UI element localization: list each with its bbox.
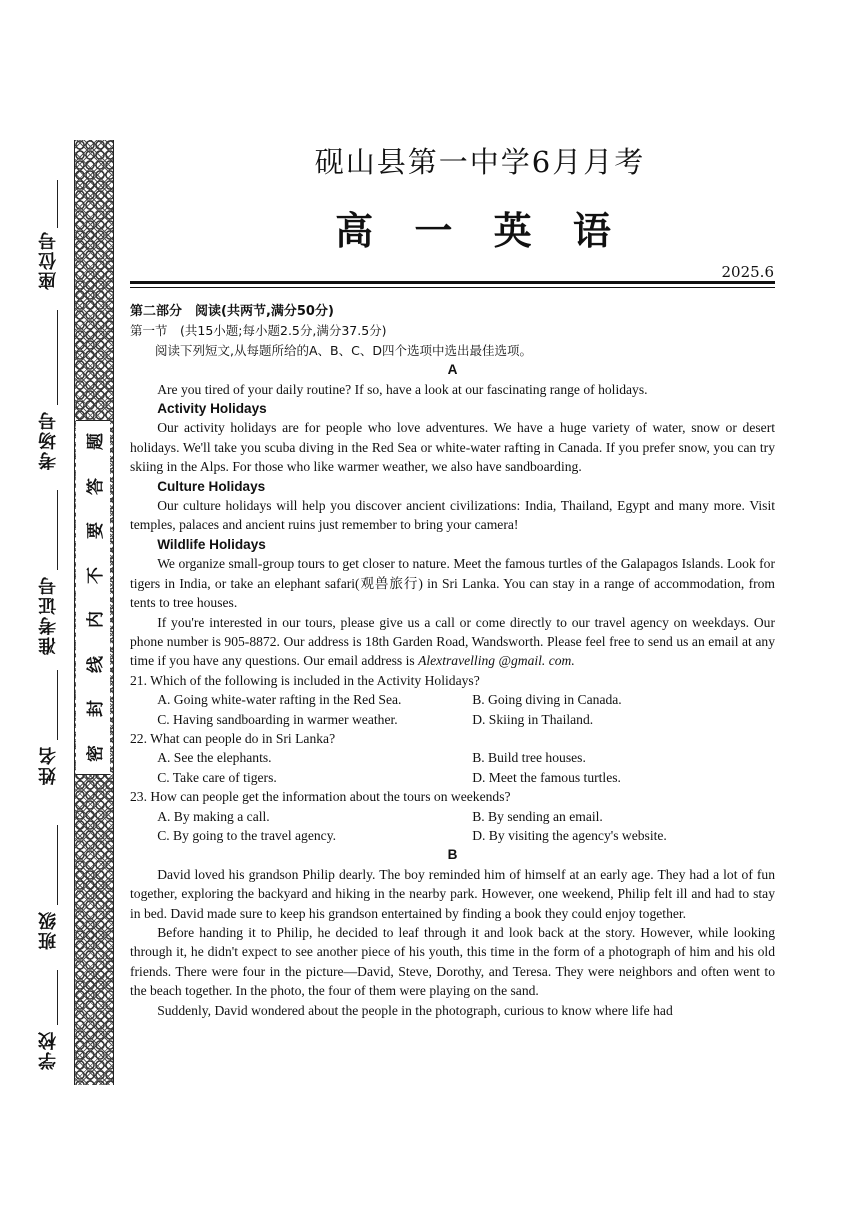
admission-number-label: 准考证号 xyxy=(38,575,59,655)
name-line xyxy=(57,670,58,740)
seal-char: 不 xyxy=(85,566,106,584)
question-22 xyxy=(130,729,775,787)
option-a[interactable]: A. By making a call. xyxy=(157,808,270,824)
school-label: 学校 xyxy=(38,1030,59,1070)
option-d[interactable]: D. Skiing in Thailand. xyxy=(472,711,594,727)
option-d[interactable]: D. By visiting the agency's website. xyxy=(472,827,667,843)
option-b[interactable]: B. Build tree houses. xyxy=(472,750,586,766)
option-a[interactable]: A. See the elephants. xyxy=(157,750,272,766)
admission-number-field[interactable] xyxy=(36,575,64,655)
option-b[interactable]: B. Going diving in Canada. xyxy=(472,692,622,708)
question-21 xyxy=(130,671,775,729)
exam-room-field[interactable] xyxy=(36,410,64,470)
question-options xyxy=(130,690,775,729)
culture-holidays-heading: Culture Holidays xyxy=(157,478,266,494)
seal-char: 线 xyxy=(85,655,106,673)
class-label: 班级 xyxy=(38,910,59,950)
passage-b-letter: B xyxy=(447,847,458,863)
name-field[interactable] xyxy=(36,745,64,785)
exam-room-line xyxy=(57,310,58,405)
header-rule-thin xyxy=(130,287,775,288)
activity-holidays-text: Our activity holidays are for people who love adventures. We have a huge variety of water, snow or desert holidays. We'll take you scuba diving in the Red Sea or white-water rafting in Canada. If you prefer snow, you can try skiing in the Alps. For those who like warmer weather, we also have sandboarding. xyxy=(130,420,775,475)
passage-a-intro: Are you tired of your daily routine? If so, have a look at our fascinating range of holidays. xyxy=(157,381,648,397)
option-c[interactable]: C. By going to the travel agency. xyxy=(157,827,337,843)
wildlife-holidays-heading: Wildlife Holidays xyxy=(157,536,266,552)
class-line xyxy=(57,825,58,905)
seal-char: 内 xyxy=(85,611,106,629)
activity-holidays-heading: Activity Holidays xyxy=(157,401,267,417)
header-rule xyxy=(130,281,775,284)
email-address: Alextravelling @gmail. com. xyxy=(418,653,575,669)
instructions: 阅读下列短文,从每题所给的A、B、C、D四个选项中选出最佳选项。 xyxy=(155,342,532,358)
question-options xyxy=(130,807,775,846)
exam-date: 2025.6 xyxy=(721,263,774,281)
name-label: 姓名 xyxy=(38,745,59,785)
option-b[interactable]: B. By sending an email. xyxy=(472,808,603,824)
question-stem: 23. How can people get the information about the tours on weekends? xyxy=(130,789,511,805)
contact-paragraph xyxy=(130,613,775,671)
passage-b-paragraph-2: Before handing it to Philip, he decided to leaf through it and look back at the story. However, while looking through it, he didn't expect to see another piece of his youth, this time in the form of a photograph of him and his old friends. There were four in the picture—David, Steve, Dorothy, and Teresa. They were neighbors and often went to the beach together. In the photo, the four of them were playing on the sand. xyxy=(130,925,775,999)
seat-number-label: 座位号 xyxy=(38,230,59,290)
exam-title: 砚山县第一中学6月月考 xyxy=(314,145,646,179)
subsection-heading: 第一节 (共15小题;每小题2.5分,满分37.5分) xyxy=(130,323,387,339)
seat-number-line xyxy=(57,180,58,228)
exam-room-label: 考场号 xyxy=(38,410,59,470)
option-c[interactable]: C. Take care of tigers. xyxy=(157,769,277,785)
seal-char: 要 xyxy=(85,522,106,540)
question-stem: 21. Which of the following is included in the Activity Holidays? xyxy=(130,672,480,688)
question-options xyxy=(130,748,775,787)
passage-b-paragraph-3: Suddenly, David wondered about the people in the photograph, curious to know where life had xyxy=(157,1002,673,1018)
question-23 xyxy=(130,787,775,845)
class-field[interactable] xyxy=(36,910,64,950)
passage-b-paragraph-1: David loved his grandson Philip dearly. The boy reminded him of himself at an early age. They had a lot of fun together, exploring the backyard and hiking in the nearby park. However, one weekend, Philip felt ill and had to stay in bed. David made sure to keep his grandson entertained by finding a book they could enjoy together. xyxy=(130,866,775,921)
option-a[interactable]: A. Going white-water rafting in the Red Sea. xyxy=(157,692,402,708)
question-stem: 22. What can people do in Sri Lanka? xyxy=(130,730,336,746)
seal-char: 答 xyxy=(85,477,106,495)
exam-subject: 高 一 英 语 xyxy=(335,209,625,253)
option-c[interactable]: C. Having sandboarding in warmer weather. xyxy=(157,711,398,727)
seal-char: 密 xyxy=(85,744,106,762)
school-field[interactable] xyxy=(36,1030,64,1070)
wildlife-holidays-text: We organize small-group tours to get closer to nature. Meet the famous turtles of the Galapagos Islands. Look for tigers in India, or take an elephant safari(观兽旅行) in Sri Lanka. You can stay in a range of accommodation, from tents to tree houses. xyxy=(130,556,775,611)
contact-text: If you're interested in our tours, please give us a call or come directly to our travel agency on weekdays. Our phone number is 905-8872. Our address is 18th Garden Road, Wandsworth. Please feel free to send us an email at any time if you have any questions. Our email address is xyxy=(130,614,775,669)
seal-char: 封 xyxy=(85,700,106,718)
seal-line-notice xyxy=(76,420,110,775)
culture-holidays-text: Our culture holidays will help you discover ancient civilizations: India, Thailand, Egypt and many more. Visit temples, palaces and ancient ruins just remember to bring your camera! xyxy=(130,498,775,533)
student-info-strip xyxy=(36,180,64,1080)
passage-a-letter: A xyxy=(447,362,458,378)
admission-number-line xyxy=(57,490,58,570)
section-heading: 第二部分 阅读(共两节,满分50分) xyxy=(130,304,334,319)
seat-number-field[interactable] xyxy=(36,230,64,290)
exam-content xyxy=(130,302,775,1020)
school-line xyxy=(57,970,58,1025)
option-d[interactable]: D. Meet the famous turtles. xyxy=(472,769,621,785)
seal-char: 题 xyxy=(85,433,106,450)
